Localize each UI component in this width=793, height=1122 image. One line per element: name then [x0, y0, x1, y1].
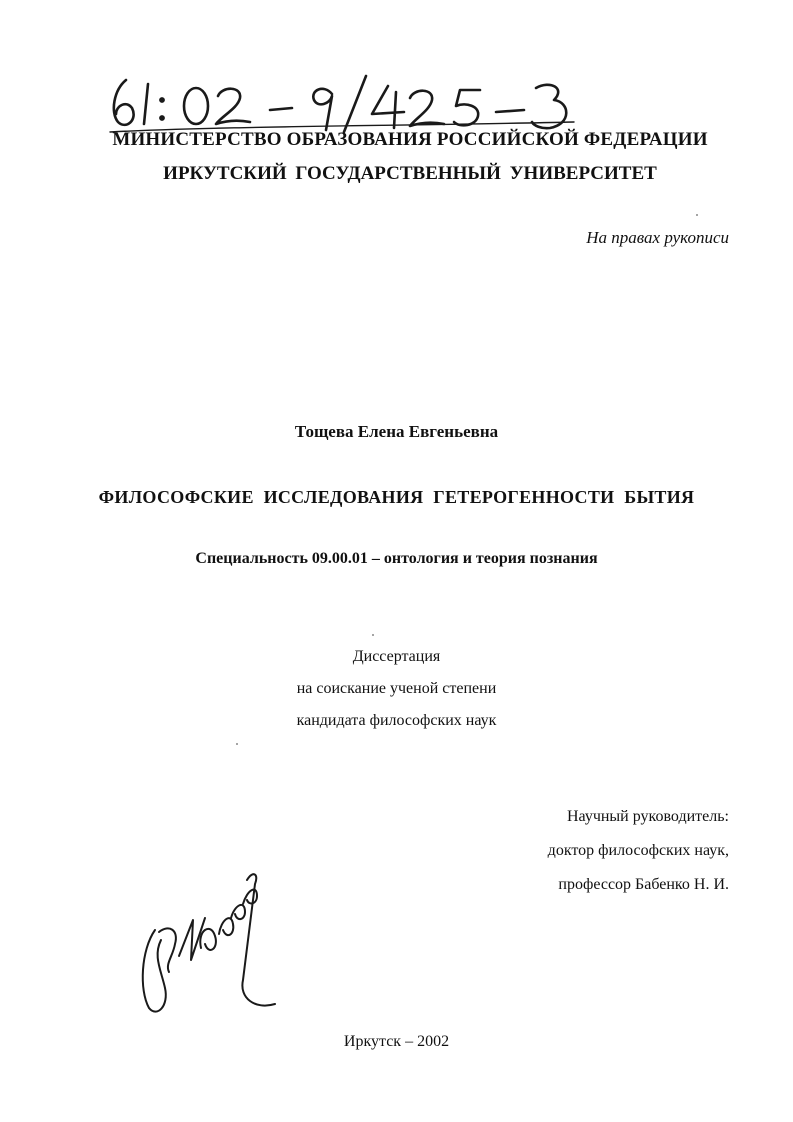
degree-line-3: кандидата философских наук: [296, 712, 497, 729]
supervisor-label: Научный руководитель:: [566, 808, 729, 825]
handwritten-signature-icon: [135, 860, 295, 1020]
supervisor-name: профессор Бабенко Н. И.: [558, 876, 729, 893]
manuscript-rights-note: На правах рукописи: [586, 228, 729, 247]
specialty-line: Специальность 09.00.01 – онтология и теория познания: [195, 550, 598, 567]
city-and-year: Иркутск – 2002: [343, 1033, 450, 1050]
university-heading: ИРКУТСКИЙ ГОСУДАРСТВЕННЫЙ УНИВЕРСИТЕТ: [163, 163, 657, 184]
ministry-heading: МИНИСТЕРСТВО ОБРАЗОВАНИЯ РОССИЙСКОЙ ФЕДЕРАЦИИ: [112, 129, 708, 150]
scan-speck: [696, 214, 698, 216]
author-name: Тощева Елена Евгеньевна: [294, 422, 499, 441]
supervisor-degree: доктор философских наук,: [547, 842, 729, 859]
degree-line-2: на соискание ученой степени: [296, 680, 497, 697]
scan-speck: [372, 634, 374, 636]
dissertation-title: ФИЛОСОФСКИЕ ИССЛЕДОВАНИЯ ГЕТЕРОГЕННОСТИ БЫТИЯ: [98, 487, 695, 507]
degree-line-1: Диссертация: [352, 648, 441, 665]
scan-speck: [236, 743, 238, 745]
